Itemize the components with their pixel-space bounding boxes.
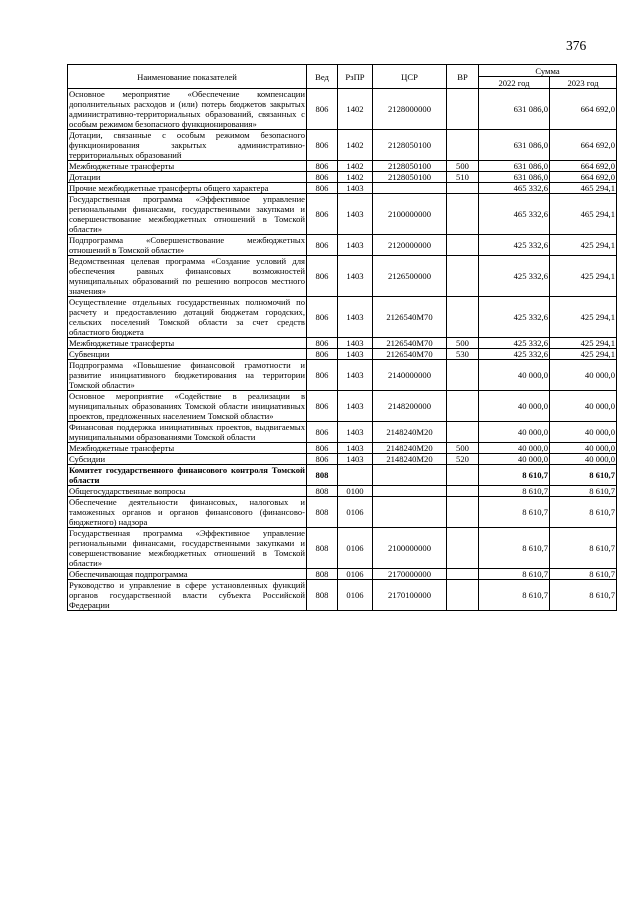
cell-ved: 806: [307, 235, 338, 256]
cell-vr: [447, 235, 479, 256]
cell-sum-2023: 425 294,1: [550, 297, 617, 338]
table-row: [68, 465, 617, 486]
table-row: [68, 580, 617, 611]
table-row: [68, 338, 617, 349]
cell-sum-2023: 8 610,7: [550, 569, 617, 580]
cell-rzpr: 0106: [338, 497, 373, 528]
cell-csr: 2148240М20: [373, 443, 447, 454]
cell-csr: 2126500000: [373, 256, 447, 297]
cell-sum-2023: 40 000,0: [550, 360, 617, 391]
header-vr: ВР: [447, 65, 479, 89]
table-row: [68, 297, 617, 338]
cell-name: Межбюджетные трансферты: [68, 161, 307, 172]
table-row: [68, 349, 617, 360]
cell-ved: 808: [307, 580, 338, 611]
cell-csr: 2100000000: [373, 528, 447, 569]
header-ved: Вед: [307, 65, 338, 89]
cell-csr: 2128050100: [373, 161, 447, 172]
cell-vr: 510: [447, 172, 479, 183]
cell-csr: 2100000000: [373, 194, 447, 235]
cell-vr: [447, 297, 479, 338]
table-row: [68, 194, 617, 235]
cell-ved: 806: [307, 183, 338, 194]
cell-sum-2022: 8 610,7: [479, 497, 550, 528]
cell-sum-2022: 465 332,6: [479, 183, 550, 194]
cell-sum-2022: 631 086,0: [479, 89, 550, 130]
cell-rzpr: 1403: [338, 256, 373, 297]
cell-vr: 530: [447, 349, 479, 360]
cell-ved: 806: [307, 256, 338, 297]
cell-name: Основное мероприятие «Содействие в реализации в муниципальных образованиях Томской области инициативных проектов, предложенных населением Томской области»: [69, 391, 305, 421]
cell-name: Субвенции: [68, 349, 307, 360]
cell-rzpr: 0100: [338, 486, 373, 497]
cell-sum-2022: 40 000,0: [479, 454, 550, 465]
cell-vr: [447, 130, 479, 161]
cell-sum-2023: 425 294,1: [550, 256, 617, 297]
cell-sum-2023: 40 000,0: [550, 391, 617, 422]
cell-csr: [373, 486, 447, 497]
cell-name: Межбюджетные трансферты: [68, 338, 307, 349]
cell-name: Руководство и управление в сфере установленных функций органов государственной власти субъекта Российской Федерации: [69, 580, 305, 610]
cell-sum-2022: 425 332,6: [479, 338, 550, 349]
cell-csr: [373, 497, 447, 528]
cell-ved: 808: [307, 486, 338, 497]
cell-sum-2023: 425 294,1: [550, 349, 617, 360]
cell-sum-2022: 425 332,6: [479, 235, 550, 256]
cell-sum-2023: 664 692,0: [550, 161, 617, 172]
cell-name: Прочие межбюджетные трансферты общего характера: [68, 183, 307, 194]
table-row: [68, 256, 617, 297]
cell-vr: [447, 89, 479, 130]
cell-rzpr: 1403: [338, 360, 373, 391]
cell-sum-2022: 631 086,0: [479, 161, 550, 172]
cell-vr: [447, 194, 479, 235]
cell-vr: 500: [447, 338, 479, 349]
cell-name: Комитет государственного финансового контроля Томской области: [69, 465, 305, 485]
cell-sum-2023: 8 610,7: [550, 465, 617, 486]
cell-name: Основное мероприятие «Обеспечение компенсации дополнительных расходов и (или) потерь бюджетов закрытых административно-территориальных образований, связанных с особым режимом безопасного функционирования»: [69, 89, 305, 129]
table-row: [68, 422, 617, 443]
cell-name: Дотации: [68, 172, 307, 183]
header-year-2023: 2023 год: [550, 77, 617, 89]
cell-csr: [373, 183, 447, 194]
cell-csr: 2140000000: [373, 360, 447, 391]
table-row: [68, 391, 617, 422]
cell-name: Общегосударственные вопросы: [68, 486, 307, 497]
cell-ved: 806: [307, 297, 338, 338]
cell-vr: [447, 528, 479, 569]
cell-sum-2022: 40 000,0: [479, 443, 550, 454]
cell-vr: [447, 360, 479, 391]
cell-ved: 806: [307, 422, 338, 443]
table-row: [68, 130, 617, 161]
cell-rzpr: 1403: [338, 235, 373, 256]
cell-sum-2023: 465 294,1: [550, 183, 617, 194]
cell-sum-2023: 40 000,0: [550, 454, 617, 465]
cell-ved: 808: [307, 497, 338, 528]
cell-sum-2022: 425 332,6: [479, 297, 550, 338]
table-header: [68, 65, 617, 89]
cell-rzpr: 1403: [338, 338, 373, 349]
cell-sum-2023: 664 692,0: [550, 89, 617, 130]
header-name: Наименование показателей: [68, 65, 307, 89]
cell-sum-2022: 465 332,6: [479, 194, 550, 235]
cell-rzpr: 1403: [338, 349, 373, 360]
cell-ved: 806: [307, 130, 338, 161]
cell-rzpr: 1403: [338, 183, 373, 194]
cell-rzpr: 1402: [338, 161, 373, 172]
cell-vr: [447, 497, 479, 528]
cell-sum-2023: 8 610,7: [550, 580, 617, 611]
cell-vr: 520: [447, 454, 479, 465]
table-row: [68, 497, 617, 528]
cell-rzpr: 0106: [338, 580, 373, 611]
table-row: [68, 443, 617, 454]
cell-sum-2023: 8 610,7: [550, 486, 617, 497]
cell-rzpr: [338, 465, 373, 486]
table-row: [68, 172, 617, 183]
cell-vr: [447, 422, 479, 443]
cell-csr: 2128050100: [373, 130, 447, 161]
cell-ved: 808: [307, 569, 338, 580]
table-row: [68, 235, 617, 256]
cell-vr: [447, 486, 479, 497]
cell-rzpr: 1403: [338, 422, 373, 443]
cell-ved: 806: [307, 454, 338, 465]
cell-sum-2023: 40 000,0: [550, 422, 617, 443]
cell-name: Субсидии: [68, 454, 307, 465]
header-csr: ЦСР: [373, 65, 447, 89]
cell-name: Межбюджетные трансферты: [68, 443, 307, 454]
cell-csr: 2170000000: [373, 569, 447, 580]
header-year-2022: 2022 год: [479, 77, 550, 89]
cell-sum-2023: 8 610,7: [550, 528, 617, 569]
table-row: [68, 360, 617, 391]
cell-ved: 806: [307, 89, 338, 130]
cell-vr: [447, 256, 479, 297]
cell-ved: 808: [307, 465, 338, 486]
cell-sum-2022: 40 000,0: [479, 360, 550, 391]
cell-sum-2022: 8 610,7: [479, 465, 550, 486]
cell-ved: 806: [307, 172, 338, 183]
cell-csr: 2148240М20: [373, 454, 447, 465]
cell-csr: 2126540М70: [373, 349, 447, 360]
cell-rzpr: 1403: [338, 194, 373, 235]
cell-rzpr: 1403: [338, 454, 373, 465]
cell-sum-2023: 425 294,1: [550, 338, 617, 349]
cell-name: Государственная программа «Эффективное управление региональными финансами, государственными закупками и совершенствование межбюджетных отношений в Томской области»: [69, 194, 305, 234]
cell-sum-2022: 40 000,0: [479, 422, 550, 443]
cell-sum-2022: 631 086,0: [479, 130, 550, 161]
table-row: [68, 569, 617, 580]
cell-rzpr: 0106: [338, 569, 373, 580]
cell-name: Дотации, связанные с особым режимом безопасного функционирования закрытых административно-территориальных образований: [69, 130, 305, 160]
cell-ved: 806: [307, 161, 338, 172]
cell-csr: 2148240М20: [373, 422, 447, 443]
cell-sum-2022: 425 332,6: [479, 256, 550, 297]
cell-rzpr: 1403: [338, 297, 373, 338]
table-row: [68, 528, 617, 569]
cell-ved: 806: [307, 391, 338, 422]
cell-vr: [447, 183, 479, 194]
cell-name: Подпрограмма «Совершенствование межбюджетных отношений в Томской области»: [69, 235, 305, 255]
cell-ved: 806: [307, 443, 338, 454]
table-row: [68, 486, 617, 497]
cell-rzpr: 1402: [338, 172, 373, 183]
cell-name: Осуществление отдельных государственных полномочий по расчету и предоставлению дотаций бюджетам городских, сельских поселений Томской области за счет средств областного бюджета: [69, 297, 305, 337]
cell-csr: 2148200000: [373, 391, 447, 422]
cell-name: Государственная программа «Эффективное управление региональными финансами, государственными закупками и совершенствование межбюджетных отношений в Томской области»: [69, 528, 305, 568]
cell-sum-2022: 40 000,0: [479, 391, 550, 422]
table-row: [68, 161, 617, 172]
table-body: [68, 89, 617, 611]
budget-table: [67, 64, 617, 611]
cell-vr: 500: [447, 443, 479, 454]
cell-vr: [447, 580, 479, 611]
cell-sum-2023: 664 692,0: [550, 172, 617, 183]
cell-csr: 2126540М70: [373, 338, 447, 349]
header-sum: Сумма: [479, 65, 617, 77]
cell-csr: [373, 465, 447, 486]
cell-vr: 500: [447, 161, 479, 172]
cell-sum-2022: 425 332,6: [479, 349, 550, 360]
cell-sum-2022: 8 610,7: [479, 569, 550, 580]
cell-rzpr: 0106: [338, 528, 373, 569]
table-row: [68, 183, 617, 194]
cell-name: Обеспечение деятельности финансовых, налоговых и таможенных органов и органов финансового (финансово-бюджетного) надзора: [69, 497, 305, 527]
table-row: [68, 89, 617, 130]
cell-sum-2023: 40 000,0: [550, 443, 617, 454]
cell-vr: [447, 391, 479, 422]
cell-sum-2022: 631 086,0: [479, 172, 550, 183]
cell-rzpr: 1402: [338, 89, 373, 130]
cell-sum-2022: 8 610,7: [479, 528, 550, 569]
page-number: 376: [566, 38, 587, 53]
cell-name: Подпрограмма «Повышение финансовой грамотности и развитие инициативного бюджетирования на территории Томской области»: [69, 360, 305, 390]
cell-ved: 806: [307, 338, 338, 349]
cell-ved: 806: [307, 349, 338, 360]
table-row: [68, 454, 617, 465]
cell-csr: 2120000000: [373, 235, 447, 256]
cell-name: Обеспечивающая подпрограмма: [68, 569, 307, 580]
cell-sum-2023: 465 294,1: [550, 194, 617, 235]
cell-rzpr: 1403: [338, 391, 373, 422]
cell-sum-2022: 8 610,7: [479, 580, 550, 611]
cell-vr: [447, 569, 479, 580]
cell-ved: 808: [307, 528, 338, 569]
cell-name: Финансовая поддержка инициативных проектов, выдвигаемых муниципальными образованиями Томской области: [69, 422, 305, 442]
cell-rzpr: 1402: [338, 130, 373, 161]
header-rzpr: РзПР: [338, 65, 373, 89]
cell-sum-2022: 8 610,7: [479, 486, 550, 497]
cell-rzpr: 1403: [338, 443, 373, 454]
cell-sum-2023: 664 692,0: [550, 130, 617, 161]
cell-ved: 806: [307, 360, 338, 391]
cell-csr: 2128050100: [373, 172, 447, 183]
cell-name: Ведомственная целевая программа «Создание условий для обеспечения равных финансовых возможностей муниципальных образований по решению вопросов местного значения»: [69, 256, 305, 296]
cell-ved: 806: [307, 194, 338, 235]
cell-sum-2023: 425 294,1: [550, 235, 617, 256]
cell-csr: 2170100000: [373, 580, 447, 611]
cell-sum-2023: 8 610,7: [550, 497, 617, 528]
cell-vr: [447, 465, 479, 486]
cell-csr: 2126540М70: [373, 297, 447, 338]
cell-csr: 2128000000: [373, 89, 447, 130]
